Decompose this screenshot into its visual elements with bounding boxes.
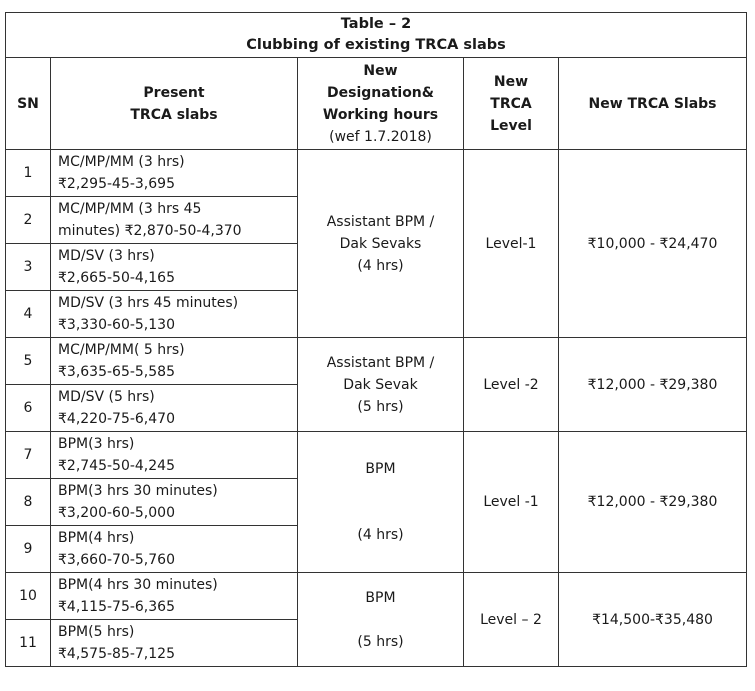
- h-text: New: [493, 73, 529, 90]
- level-cell: Level -1: [464, 432, 559, 573]
- desig-line: (5 hrs): [357, 633, 404, 650]
- slab-line: ₹3,200-60-5,000: [58, 505, 175, 521]
- slab-line: MD/SV (5 hrs): [58, 389, 155, 405]
- present-slab-cell: [51, 150, 298, 197]
- slab-line: BPM(4 hrs): [58, 530, 135, 546]
- sn-cell: 3: [6, 244, 51, 291]
- h-text: Working hours: [322, 106, 439, 123]
- header-level: [464, 58, 559, 150]
- present-slab-cell: [51, 197, 298, 244]
- present-slab-cell: [51, 338, 298, 385]
- table-row: [6, 150, 747, 197]
- desig-line: BPM: [365, 461, 396, 477]
- desig-line: Dak Sevaks: [339, 235, 422, 252]
- desig-line: Assistant BPM /: [326, 213, 435, 230]
- h-text: New: [363, 62, 398, 79]
- sn-cell: 4: [6, 291, 51, 338]
- designation-cell: [298, 338, 464, 432]
- header-sn: SN: [6, 58, 51, 150]
- h-text: TRCA slabs: [130, 106, 218, 123]
- slab-line: minutes) ₹2,870-50-4,370: [58, 223, 242, 239]
- slab-line: ₹3,635-65-5,585: [58, 364, 175, 380]
- slab-line: ₹2,745-50-4,245: [58, 458, 175, 474]
- sn-cell: 11: [6, 620, 51, 667]
- slab-line: ₹2,665-50-4,165: [58, 270, 175, 286]
- slab-line: MD/SV (3 hrs): [58, 248, 155, 264]
- title-line: Table – 2: [340, 16, 412, 32]
- header-slabs: New TRCA Slabs: [559, 58, 747, 150]
- slab-line: ₹4,115-75-6,365: [58, 599, 175, 615]
- header-designation: [298, 58, 464, 150]
- h-text: (wef 1.7.2018): [329, 128, 432, 145]
- sn-cell: 9: [6, 526, 51, 573]
- slab-line: MC/MP/MM( 5 hrs): [58, 342, 185, 358]
- sn-cell: 2: [6, 197, 51, 244]
- present-slab-cell: [51, 385, 298, 432]
- designation-cell: [298, 432, 464, 573]
- sn-cell: 1: [6, 150, 51, 197]
- present-slab-cell: [51, 526, 298, 573]
- h-text: Present: [143, 84, 205, 101]
- sn-cell: 8: [6, 479, 51, 526]
- slab-line: BPM(5 hrs): [58, 624, 135, 640]
- present-slab-cell: [51, 573, 298, 620]
- h-text: Level: [490, 117, 532, 134]
- present-slab-cell: [51, 620, 298, 667]
- present-slab-cell: [51, 479, 298, 526]
- header-row: [6, 58, 747, 150]
- slab-line: BPM(3 hrs): [58, 436, 135, 452]
- new-slab-cell: ₹12,000 - ₹29,380: [559, 338, 747, 432]
- desig-line: BPM: [365, 589, 396, 606]
- new-slab-cell: ₹12,000 - ₹29,380: [559, 432, 747, 573]
- designation-cell: [298, 150, 464, 338]
- present-slab-cell: [51, 291, 298, 338]
- desig-line: Dak Sevak: [343, 376, 418, 393]
- slab-line: ₹4,575-85-7,125: [58, 646, 175, 662]
- sn-cell: 6: [6, 385, 51, 432]
- level-cell: Level – 2: [464, 573, 559, 667]
- slab-line: ₹3,330-60-5,130: [58, 317, 175, 333]
- new-slab-cell: ₹10,000 - ₹24,470: [559, 150, 747, 338]
- table-row: [6, 338, 747, 385]
- subtitle-line: Clubbing of existing TRCA slabs: [246, 37, 506, 53]
- slab-line: ₹2,295-45-3,695: [58, 176, 175, 192]
- level-cell: Level -2: [464, 338, 559, 432]
- table-row: [6, 432, 747, 479]
- desig-line: (4 hrs): [357, 257, 404, 274]
- slab-line: BPM(4 hrs 30 minutes): [58, 577, 218, 593]
- sn-cell: 10: [6, 573, 51, 620]
- new-slab-cell: ₹14,500-₹35,480: [559, 573, 747, 667]
- sn-cell: 5: [6, 338, 51, 385]
- desig-line: (4 hrs): [357, 527, 404, 543]
- table-row: [6, 573, 747, 620]
- desig-line: (5 hrs): [357, 398, 404, 415]
- desig-line: Assistant BPM /: [326, 354, 435, 371]
- present-slab-cell: [51, 432, 298, 479]
- trca-table: [5, 12, 747, 667]
- slab-line: ₹3,660-70-5,760: [58, 552, 175, 568]
- h-text: Designation&: [327, 84, 434, 101]
- slab-line: ₹4,220-75-6,470: [58, 411, 175, 427]
- present-slab-cell: [51, 244, 298, 291]
- h-text: TRCA: [490, 95, 532, 112]
- level-cell: Level-1: [464, 150, 559, 338]
- sn-cell: 7: [6, 432, 51, 479]
- slab-line: MC/MP/MM (3 hrs): [58, 154, 185, 170]
- slab-line: MD/SV (3 hrs 45 minutes): [58, 295, 239, 311]
- designation-cell: [298, 573, 464, 667]
- spacer: [298, 609, 463, 631]
- table-title: [6, 13, 747, 58]
- slab-line: BPM(3 hrs 30 minutes): [58, 483, 218, 499]
- header-present: [51, 58, 298, 150]
- slab-line: MC/MP/MM (3 hrs 45: [58, 201, 202, 217]
- spacer: [298, 480, 463, 524]
